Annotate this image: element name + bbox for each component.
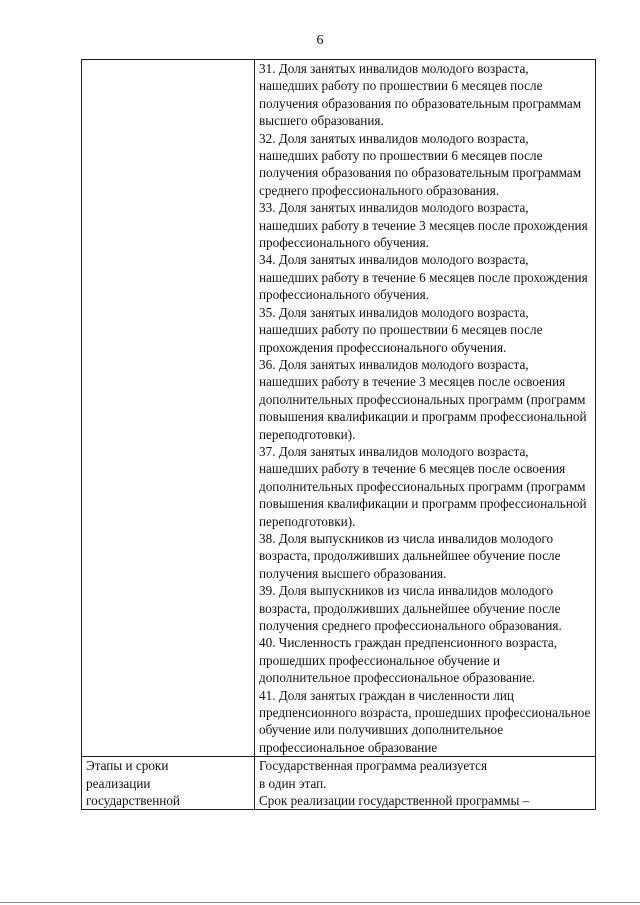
indicators-list-cell (255, 60, 596, 757)
page-number: 6 (316, 33, 324, 48)
indicators-label-cell (82, 60, 255, 757)
stages-text-line: Срок реализации государственной программы – (259, 793, 530, 809)
indicator-34: 34. Доля занятых инвалидов молодого возраста, нашедших работу в течение 6 месяцев после прохождения профессионального обучения. (259, 252, 588, 303)
stages-text-line: в один этап. (259, 775, 327, 791)
stages-label-line: государственной (86, 793, 180, 809)
stages-label-line: Этапы и сроки (86, 758, 169, 774)
indicator-31: 31. Доля занятых инвалидов молодого возраста, нашедших работу по прошествии 6 месяцев после получения образования по образовательным программам высшего образования. (259, 61, 582, 129)
indicator-32: 32. Доля занятых инвалидов молодого возраста, нашедших работу по прошествии 6 месяцев после получения образования по образовательным программам среднего профессионального образования. (259, 130, 582, 198)
table-row-stages (82, 757, 596, 810)
indicator-37: 37. Доля занятых инвалидов молодого возраста, нашедших работу в течение 6 месяцев после освоения дополнительных профессиональных программ (программ повышения квалификации и программ профессиональной переподготовки). (259, 443, 587, 529)
stages-text-cell (255, 757, 596, 810)
indicator-33: 33. Доля занятых инвалидов молодого возраста, нашедших работу в течение 3 месяцев после прохождения профессионального обучения. (259, 200, 588, 251)
indicator-40: 40. Численность граждан предпенсионного возраста, прошедших профессиональное обучение и дополнительное профессиональное образование. (259, 635, 558, 686)
program-passport-table (81, 59, 596, 810)
table-row-indicators (82, 60, 596, 757)
stages-label-cell (82, 757, 255, 810)
indicator-39: 39. Доля выпускников из числа инвалидов молодого возраста, продолживших дальнейшее обучение после получения среднего профессионального образования. (259, 583, 562, 633)
indicator-36: 36. Доля занятых инвалидов молодого возраста, нашедших работу в течение 3 месяцев после освоения дополнительных профессиональных программ (программ повышения квалификации и программ профессиональной переподготовки). (259, 356, 587, 442)
indicator-38: 38. Доля выпускников из числа инвалидов молодого возраста, продолживших дальнейшее обучение после получения высшего образования. (259, 530, 561, 581)
stages-label-line: реализации (86, 775, 151, 791)
stages-text-line: Государственная программа реализуется (259, 758, 488, 774)
indicator-35: 35. Доля занятых инвалидов молодого возраста, нашедших работу по прошествии 6 месяцев после прохождения профессионального обучения. (259, 304, 543, 355)
indicator-41: 41. Доля занятых граждан в численности лиц предпенсионного возраста, прошедших профессиональное обучение или получивших дополнительное профессиональное образование (259, 687, 591, 755)
page-bottom-rule (0, 902, 640, 903)
